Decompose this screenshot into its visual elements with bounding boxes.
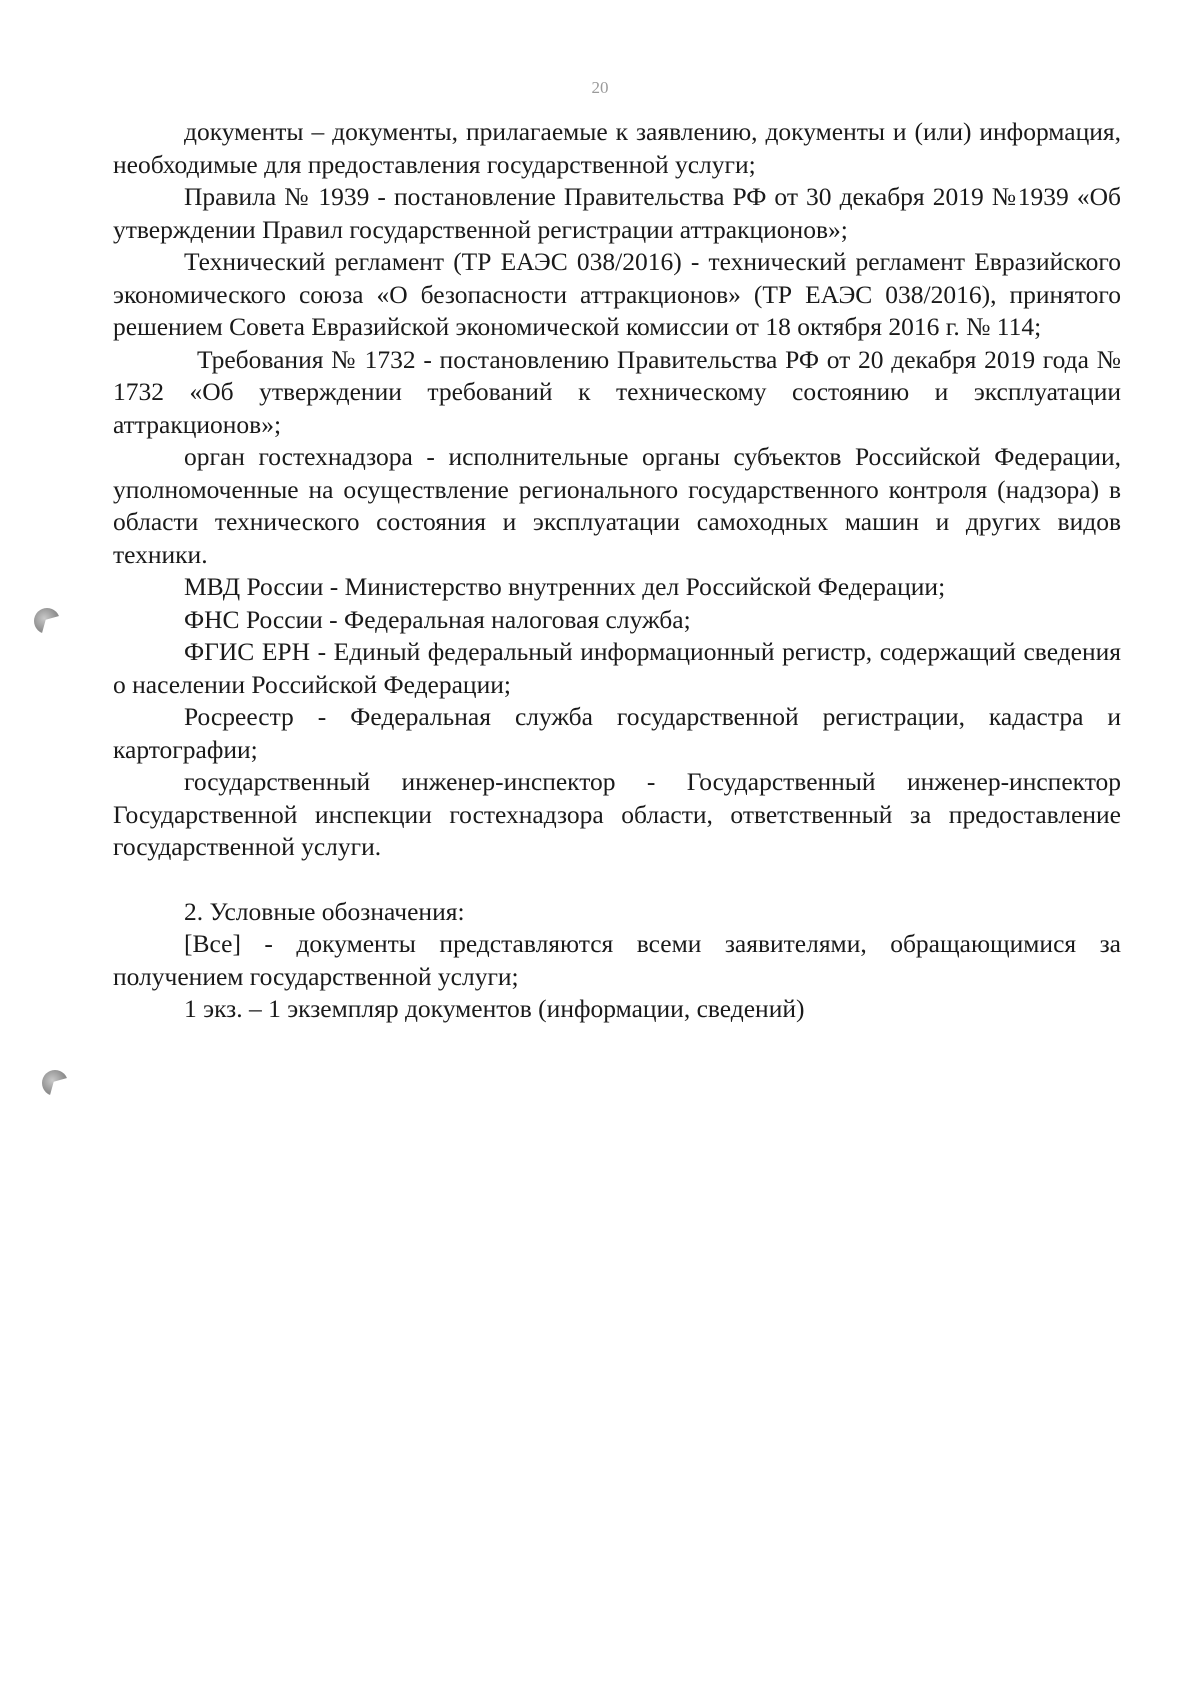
punch-hole-mark — [42, 1070, 68, 1096]
definition-documents: документы – документы, прилагаемые к заявлению, документы и (или) информация, необходимые для предоставления государственной услуги; — [113, 117, 1121, 179]
definition-requirements-1732: Требования № 1732 - постановлению Правительства РФ от 20 декабря 2019 года № 1732 «Об утверждении требований к техническому состоянию и эксплуатации аттракционов»; — [113, 344, 1121, 439]
definition-mvd: МВД России - Министерство внутренних дел Российской Федерации; — [184, 572, 946, 601]
definition-rosreestr: Росреестр - Федеральная служба государственной регистрации, кадастра и картографии; — [113, 702, 1121, 764]
section-heading: 2. Условные обозначения: — [184, 896, 465, 926]
definition-technical-regulation: Технический регламент (ТР ЕАЭС 038/2016) - технический регламент Евразийского экономического союза «О безопасности аттракционов» (ТР ЕАЭС 038/2016), принятого решением Совета Евразийской экономической комиссии от 18 октября 2016 г. № 114; — [113, 247, 1121, 341]
document-body — [113, 116, 1121, 1026]
definition-state-inspector: государственный инженер-инспектор - Государственный инженер-инспектор Государственной инспекции гостехнадзора области, ответственный за предоставление государственной услуги. — [113, 767, 1121, 861]
punch-hole-mark — [34, 608, 60, 634]
page-number: 20 — [591, 78, 609, 97]
legend-item-all: [Все] - документы представляются всеми заявителями, обращающимися за получением государственной услуги; — [113, 929, 1121, 991]
definition-rules-1939: Правила № 1939 - постановление Правительства РФ от 30 декабря 2019 №1939 «Об утверждении Правил государственной регистрации аттракционов»; — [113, 182, 1121, 244]
definition-gostekhnadzor-body: орган гостехнадзора - исполнительные органы субъектов Российской Федерации, уполномоченные на осуществление регионального государственного контроля (надзора) в области технического состояния и эксплуатации самоходных машин и других видов техники. — [113, 442, 1121, 569]
definition-fgis-ern: ФГИС ЕРН - Единый федеральный информационный регистр, содержащий сведения о населении Российской Федерации; — [113, 637, 1121, 699]
definition-fns: ФНС России - Федеральная налоговая служба; — [184, 604, 691, 634]
legend-item-copy: 1 экз. – 1 экземпляр документов (информации, сведений) — [184, 994, 805, 1023]
